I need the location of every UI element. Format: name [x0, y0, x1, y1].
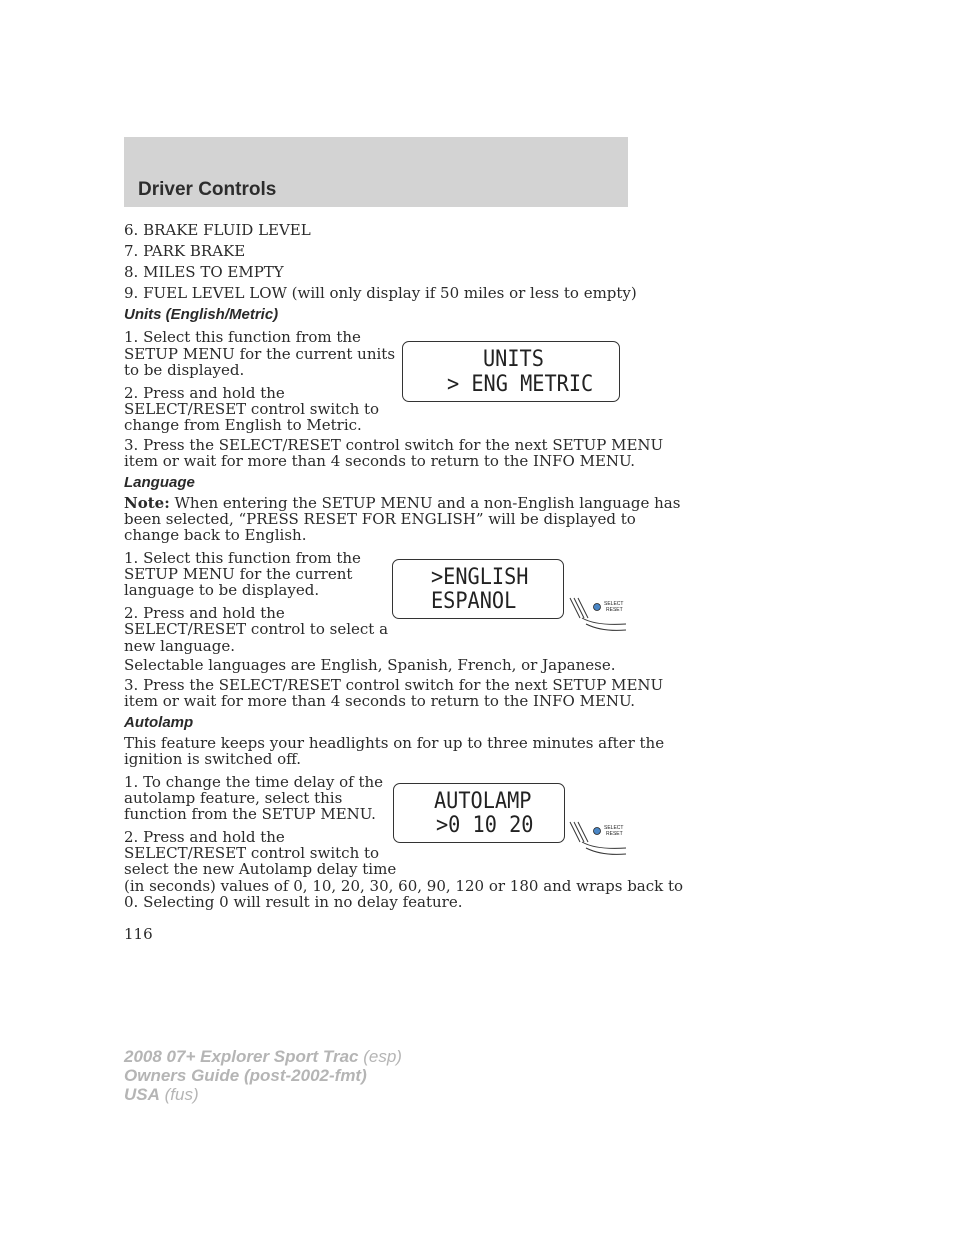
units-heading: Units (English/Metric): [124, 306, 279, 323]
footer-model: 2008 07+ Explorer Sport Trac: [124, 1047, 359, 1066]
autolamp-step2-line: 2. Press and hold the: [124, 828, 285, 846]
language-step1-line: language to be displayed.: [124, 581, 320, 599]
units-step1-line: 1. Select this function from the: [124, 328, 361, 346]
footer-guide: Owners Guide (post-2002-fmt): [124, 1066, 367, 1085]
language-step1-line: 1. Select this function from the: [124, 549, 361, 567]
language-selectable: Selectable languages are English, Spanish, French, or Japanese.: [124, 656, 616, 674]
autolamp-step2-line: (in seconds) values of 0, 10, 20, 30, 60, 90, 120 or 180 and wraps back to: [124, 877, 684, 895]
select-reset-button-icon: [594, 604, 601, 611]
autolamp-intro-line: This feature keeps your headlights on for up to three minutes after the: [124, 734, 665, 752]
list-item: 6. BRAKE FLUID LEVEL: [124, 221, 311, 239]
select-reset-switch-illustration: [566, 594, 628, 634]
language-note-line: been selected, “PRESS RESET FOR ENGLISH” will be displayed to: [124, 510, 636, 528]
lcd-line-2: >0 10 20: [436, 813, 534, 838]
autolamp-step2-line: 0. Selecting 0 will result in no delay feature.: [124, 893, 463, 911]
units-step3-line: 3. Press the SELECT/RESET control switch for the next SETUP MENU: [124, 436, 664, 454]
note-label: Note:: [124, 494, 170, 512]
lcd-line-1: AUTOLAMP: [434, 789, 532, 814]
list-item: 8. MILES TO EMPTY: [124, 263, 284, 281]
autolamp-step1-line: 1. To change the time delay of the: [124, 773, 384, 791]
autolamp-step2-line: SELECT/RESET control switch to: [124, 844, 380, 862]
lcd-line-1: UNITS: [483, 347, 544, 372]
units-step1-line: to be displayed.: [124, 361, 245, 379]
language-note-line: [124, 495, 680, 511]
language-step2-line: SELECT/RESET control to select a: [124, 620, 389, 638]
footer-line-3: [124, 1085, 402, 1104]
list-item: 9. FUEL LEVEL LOW (will only display if 50 miles or less to empty): [124, 284, 637, 302]
select-reset-button-icon: [594, 828, 601, 835]
language-lcd-display: [392, 559, 564, 619]
language-step2-line: new language.: [124, 637, 235, 655]
language-step3-line: 3. Press the SELECT/RESET control switch for the next SETUP MENU: [124, 676, 664, 694]
button-label-reset: RESET: [606, 607, 623, 613]
units-step1-line: SETUP MENU for the current units: [124, 345, 396, 363]
lcd-line-2: > ENG METRIC: [447, 372, 594, 397]
language-step2-line: 2. Press and hold the: [124, 604, 285, 622]
button-label-select: SELECT: [604, 601, 624, 607]
language-step1-line: SETUP MENU for the current: [124, 565, 353, 583]
units-step2-line: SELECT/RESET control switch to: [124, 400, 380, 418]
autolamp-step1-line: function from the SETUP MENU.: [124, 805, 376, 823]
button-label-select: SELECT: [604, 825, 624, 831]
footer-line-2: [124, 1066, 402, 1085]
button-label-reset: RESET: [606, 831, 623, 837]
autolamp-step1-line: autolamp feature, select this: [124, 789, 343, 807]
language-heading: Language: [124, 474, 195, 491]
units-lcd-display: [402, 341, 620, 402]
page-number: 116: [124, 925, 153, 943]
language-step3-line: item or wait for more than 4 seconds to return to the INFO MENU.: [124, 692, 636, 710]
footer-market-code: (fus): [159, 1085, 199, 1104]
autolamp-heading: Autolamp: [124, 714, 194, 731]
units-step2-line: change from English to Metric.: [124, 416, 362, 434]
section-title: Driver Controls: [138, 179, 277, 200]
language-note-line: change back to English.: [124, 526, 307, 544]
footer-market: USA: [124, 1085, 160, 1104]
lcd-line-2: ESPANOL: [431, 589, 517, 614]
section-header-band: [124, 137, 628, 207]
units-step2-line: 2. Press and hold the: [124, 384, 285, 402]
autolamp-step2-line: select the new Autolamp delay time: [124, 860, 397, 878]
note-text: When entering the SETUP MENU and a non-English language has: [169, 494, 681, 512]
autolamp-intro-line: ignition is switched off.: [124, 750, 301, 768]
units-step3-line: item or wait for more than 4 seconds to return to the INFO MENU.: [124, 452, 636, 470]
document-footer: [124, 1047, 402, 1104]
list-item: 7. PARK BRAKE: [124, 242, 246, 260]
footer-model-code: (esp): [358, 1047, 402, 1066]
footer-line-1: [124, 1047, 402, 1066]
select-reset-switch-illustration: [566, 818, 628, 858]
autolamp-lcd-display: [393, 783, 565, 843]
lcd-line-1: >ENGLISH: [431, 565, 529, 590]
